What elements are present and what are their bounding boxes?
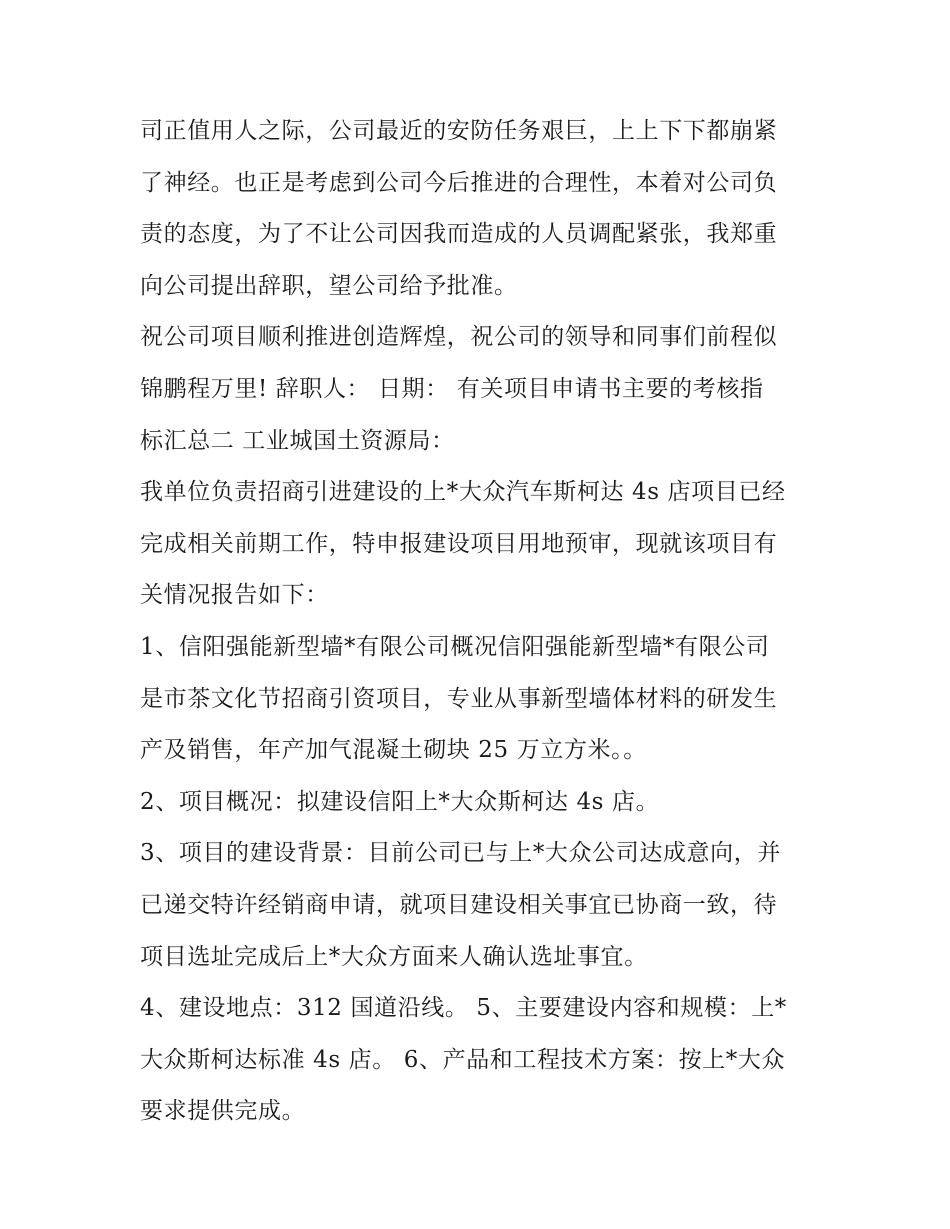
text-line: 完成相关前期工作，特申报建设项目用地预审，现就该项目有 — [140, 530, 778, 557]
text-line: 标汇总二 工业城国土资源局： — [140, 427, 455, 454]
text-line: 2、项目概况：拟建设信阳上*大众斯柯达 4s 店。 — [140, 788, 660, 815]
text-line: 锦鹏程万里! 辞职人： 日期： 有关项目申请书主要的考核指 — [140, 375, 764, 402]
text-line: 关情况报告如下： — [140, 582, 329, 609]
text-line: 要求提供完成。 — [140, 1098, 306, 1125]
text-line: 项目选址完成后上*大众方面来人确认选址事宜。 — [140, 943, 648, 970]
text-line: 大众斯柯达标准 4s 店。 6、产品和工程技术方案：按上*大众 — [140, 1046, 786, 1073]
text-line: 祝公司项目顺利推进创造辉煌，祝公司的领导和同事们前程似 — [140, 324, 778, 351]
text-line: 司正值用人之际，公司最近的安防任务艰巨，上上下下都崩紧 — [140, 118, 778, 144]
text-line: 1、信阳强能新型墙*有限公司概况信阳强能新型墙*有限公司 — [140, 633, 770, 660]
text-line: 了神经。也正是考虑到公司今后推进的合理性，本着对公司负 — [140, 169, 778, 196]
text-line: 产及销售，年产加气混凝土砌块 25 万立方米。。 — [140, 737, 647, 764]
text-line: 责的态度，为了不让公司因我而造成的人员调配紧张，我郑重 — [140, 221, 778, 248]
text-line: 4、建设地点：312 国道沿线。 5、主要建设内容和规模：上* — [140, 995, 787, 1022]
text-line: 是市茶文化节招商引资项目，专业从事新型墙体材料的研发生 — [140, 685, 778, 712]
document-body — [140, 106, 812, 1138]
text-line: 我单位负责招商引进建设的上*大众汽车斯柯达 4s 店项目已经 — [140, 479, 786, 506]
text-line: 向公司提出辞职，望公司给予批准。 — [140, 272, 518, 299]
text-line: 已递交特许经销商申请，就项目建设相关事宜已协商一致，待 — [140, 891, 778, 918]
text-line: 3、项目的建设背景：目前公司已与上*大众公司达成意向，并 — [140, 840, 781, 867]
